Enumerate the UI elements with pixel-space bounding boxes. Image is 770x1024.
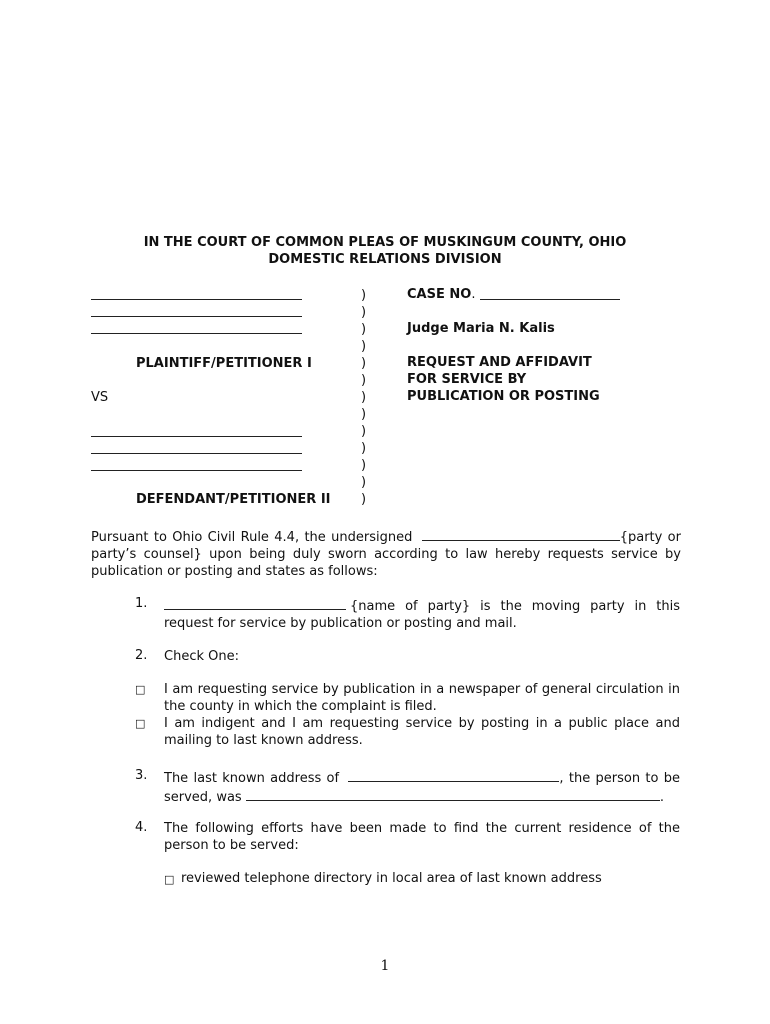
item-2-text: Check One: [164, 649, 239, 664]
item-2-number: 2. [135, 648, 148, 663]
document-title-line-3: PUBLICATION OR POSTING [407, 389, 600, 404]
case-number-label [407, 287, 475, 302]
item-3-text-1: The last known address of [164, 771, 340, 786]
caption-paren: ) [361, 475, 367, 490]
item-4-number: 4. [135, 820, 148, 835]
telephone-directory-text: reviewed telephone directory in local area of last known address [181, 871, 602, 886]
vs-label: VS [91, 390, 109, 405]
caption-paren: ) [361, 288, 367, 303]
item-1-number: 1. [135, 596, 148, 611]
intro-text-1: Pursuant to Ohio Civil Rule 4.4, the undersigned [91, 530, 413, 545]
court-heading: IN THE COURT OF COMMON PLEAS OF MUSKINGUM COUNTY, OHIO [143, 235, 627, 250]
item-3-number: 3. [135, 768, 148, 783]
caption-paren: ) [361, 373, 367, 388]
moving-party-field[interactable] [164, 596, 346, 610]
person-name-field[interactable] [348, 768, 559, 782]
page-number: 1 [380, 958, 390, 974]
defendant-label: DEFENDANT/PETITIONER II [136, 492, 331, 507]
case-number-text: CASE NO [407, 287, 472, 302]
item-4-text: The following efforts have been made to find the current residence of the person to be served: [164, 821, 680, 853]
item-1-body: {name of party} is the moving party in this request for service by publication or posting and mail. [164, 599, 680, 631]
caption-paren: ) [361, 441, 367, 456]
plaintiff-label: PLAINTIFF/PETITIONER I [136, 356, 312, 371]
intro-paragraph [91, 527, 681, 580]
intro-text-2: {party or party’s counsel} upon being duly sworn according to law hereby requests service by publication or posting and states as follows: [91, 530, 681, 579]
case-number-dot: . [471, 287, 476, 302]
last-known-address-field[interactable] [246, 787, 660, 801]
posting-option-text: I am indigent and I am requesting service by posting in a public place and mailing to last known address. [164, 716, 680, 748]
judge-name: Judge Maria N. Kalis [407, 321, 555, 336]
item-3-text-2: , the person to be served, was [164, 771, 681, 805]
document-title-line-1: REQUEST AND AFFIDAVIT [407, 355, 592, 370]
publication-checkbox[interactable]: □ [135, 683, 146, 696]
defendant-name-line-2[interactable] [91, 453, 302, 454]
undersigned-name-field[interactable] [422, 527, 620, 541]
plaintiff-name-line-1[interactable] [91, 299, 302, 300]
caption-paren: ) [361, 339, 367, 354]
publication-option-text: I am requesting service by publication in a newspaper of general circulation in the county in which the complaint is filed. [164, 682, 680, 714]
plaintiff-name-line-3[interactable] [91, 333, 302, 334]
defendant-name-line-3[interactable] [91, 470, 302, 471]
caption-paren: ) [361, 407, 367, 422]
caption-paren: ) [361, 458, 367, 473]
caption-paren: ) [361, 390, 367, 405]
caption-paren: ) [361, 424, 367, 439]
case-number-field[interactable] [480, 299, 620, 300]
defendant-name-line-1[interactable] [91, 436, 302, 437]
telephone-directory-checkbox[interactable]: □ [164, 873, 175, 886]
document-title-line-2: FOR SERVICE BY [407, 372, 527, 387]
posting-checkbox[interactable]: □ [135, 717, 146, 730]
caption-paren: ) [361, 492, 367, 507]
caption-paren: ) [361, 305, 367, 320]
caption-paren: ) [361, 322, 367, 337]
item-3-end: . [659, 790, 664, 805]
plaintiff-name-line-2[interactable] [91, 316, 302, 317]
item-1-text [164, 596, 680, 632]
division-heading: DOMESTIC RELATIONS DIVISION [268, 252, 502, 267]
item-3-text [164, 768, 680, 806]
caption-paren: ) [361, 356, 367, 371]
